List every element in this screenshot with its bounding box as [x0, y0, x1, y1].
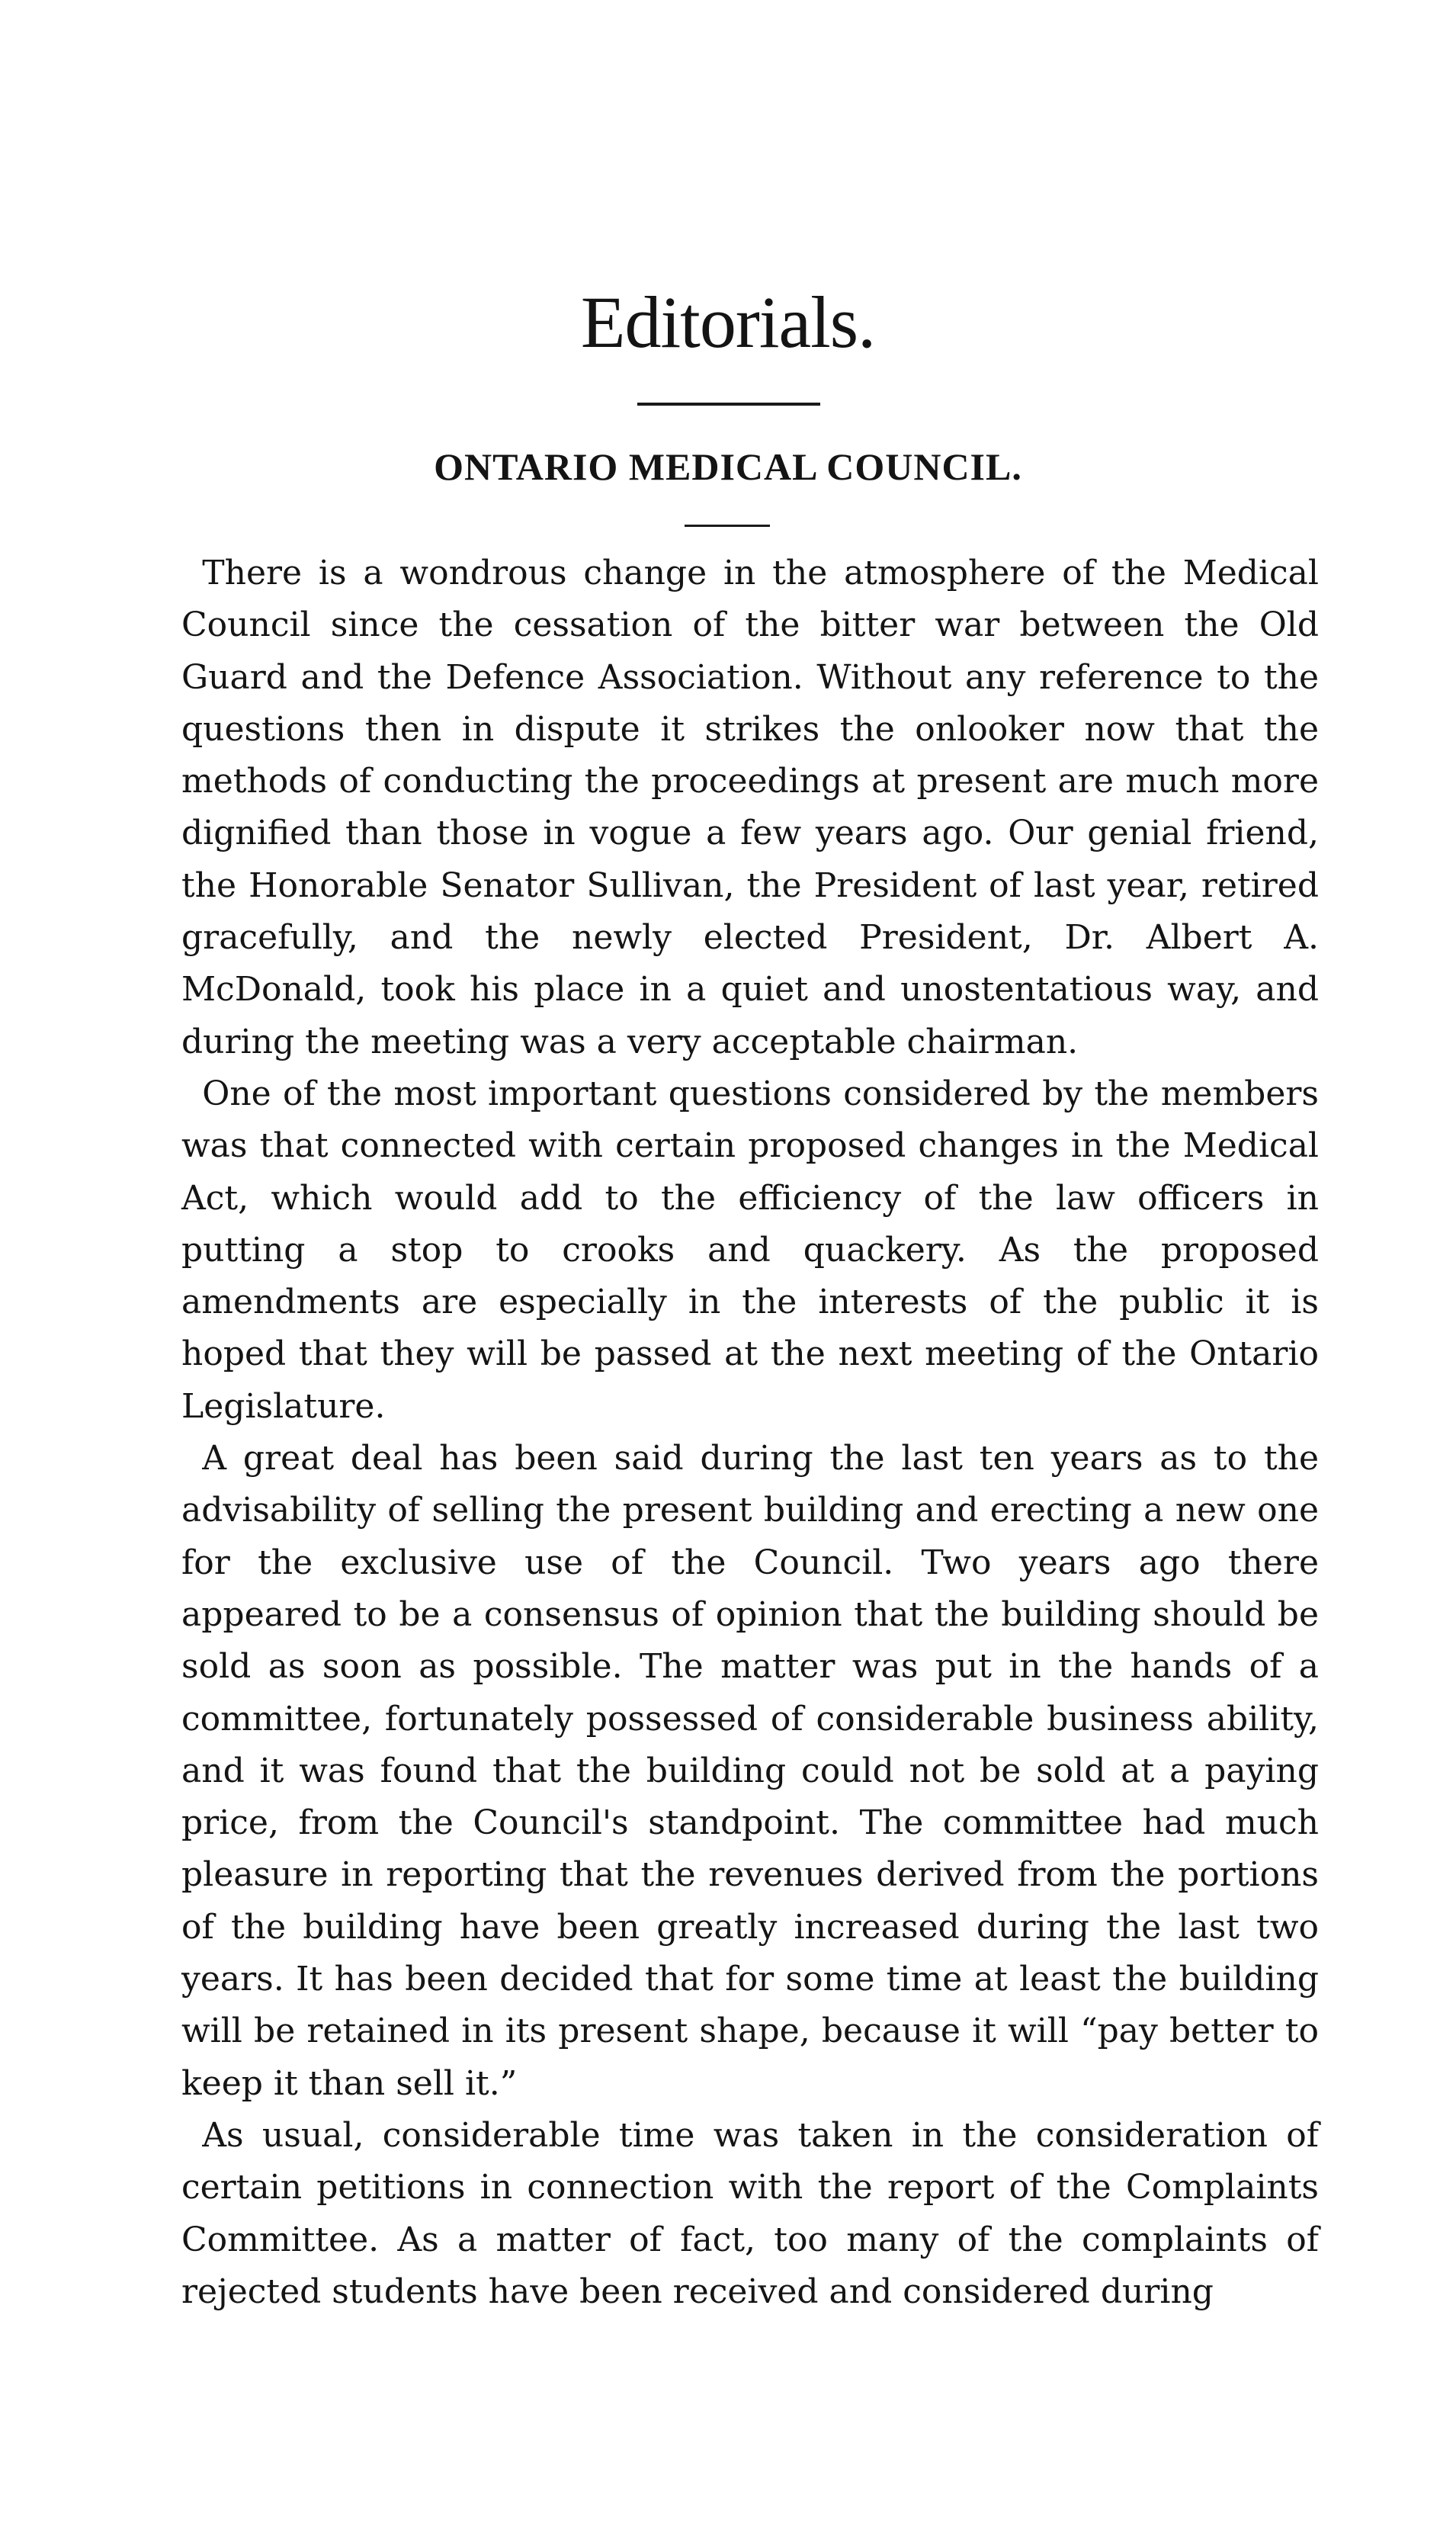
title-divider	[637, 403, 820, 406]
page-title: Editorials.	[580, 281, 876, 363]
paragraph-1: There is a wondrous change in the atmosphere of the Medical Council since the cessation of the bitter war between the Old Guard and the Defence Association. Without any reference to the questions then in dispute it strikes the onlooker now that the methods of conducting the proceedings at present are much more dignified than those in vogue a few years ago. Our genial friend, the Honorable Senator Sullivan, the President of last year, retired gracefully, and the newly elected President, Dr. Albert A. McDonald, took his place in a quiet and unostentatious way, and during the meeting was a very acceptable chairman.	[181, 554, 1319, 1061]
paragraph-3: A great deal has been said during the last ten years as to the advisability of selling the present building and erecting a new one for the exclusive use of the Council. Two years ago there appeared to be a consensus of opinion that the building should be sold as soon as possible. The matter was put in the hands of a committee, fortunately possessed of considerable business ability, and it was found that the building could not be sold at a paying price, from the Council's standpoint. The committee had much pleasure in reporting that the revenues derived from the portions of the building have been greatly increased during the last two years. It has been decided that for some time at least the building will be retained in its present shape, because it will “pay better to keep it than sell it.”	[181, 1439, 1319, 2103]
article-heading: ONTARIO MEDICAL COUNCIL.	[434, 445, 1022, 488]
paragraph-4: As usual, considerable time was taken in the consideration of certain petitions in connection with the report of the Complaints Committee. As a matter of fact, too many of the complaints of rejected students have been received and considered during	[181, 2115, 1319, 2311]
article-body	[181, 547, 1319, 2318]
paragraph-2: One of the most important questions considered by the members was that connected with certain proposed changes in the Medical Act, which would add to the efficiency of the law officers in putting a stop to crooks and quackery. As the proposed amendments are especially in the interests of the public it is hoped that they will be passed at the next meeting of the Ontario Legislature.	[181, 1074, 1319, 1426]
heading-divider	[685, 525, 770, 527]
